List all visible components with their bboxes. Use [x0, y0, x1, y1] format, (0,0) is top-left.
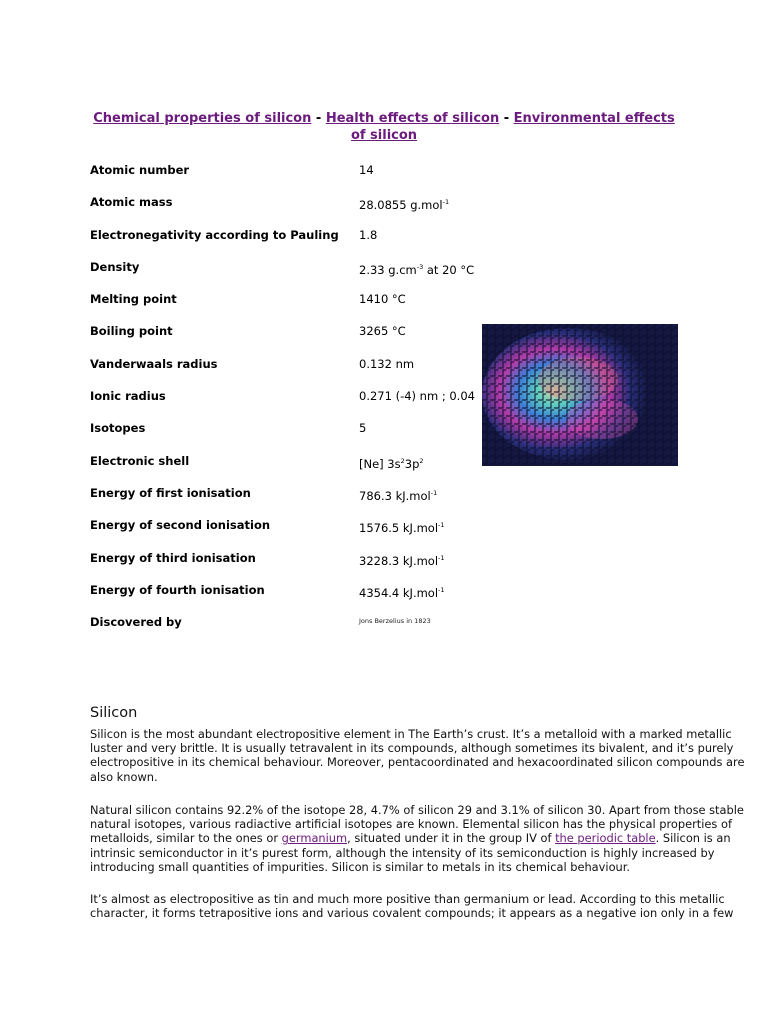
property-label: Boiling point	[90, 324, 173, 339]
property-value-text: 3265 °C	[359, 324, 406, 339]
property-row	[90, 159, 530, 191]
property-value	[359, 323, 406, 339]
property-label: Energy of fourth ionisation	[90, 582, 265, 597]
properties-table	[90, 159, 530, 643]
property-value	[359, 291, 406, 307]
paragraph-2-text: Natural silicon contains 92.2% of the isotope 28, 4.7% of silicon 29 and 3.1% of silicon 30. Apart from those stable natural isotopes, various radiactive artificial isotopes are known. Elemental silicon has the physical properties of metalloids, similar to the ones or	[90, 803, 744, 846]
property-value-exponent: -3	[416, 262, 424, 271]
property-label: Electronic shell	[90, 453, 190, 468]
property-value	[359, 453, 424, 472]
property-value	[359, 259, 474, 278]
paragraph-2-text: , situated under it in the group IV of	[347, 831, 556, 846]
property-label: Energy of first ionisation	[90, 485, 251, 500]
property-row	[90, 385, 530, 417]
property-label: Energy of second ionisation	[90, 518, 271, 533]
silicon-wafer-image	[482, 324, 678, 466]
property-row	[90, 191, 530, 223]
link-periodic-table[interactable]: the periodic table	[555, 831, 656, 846]
property-value-exponent: -1	[438, 553, 445, 562]
property-label: Atomic mass	[90, 195, 173, 210]
property-row	[90, 547, 530, 579]
property-value-text: 5	[359, 421, 367, 436]
section-title: Silicon	[90, 705, 138, 722]
property-label: Isotopes	[90, 421, 146, 436]
related-links	[90, 110, 678, 144]
property-value-exponent: -1	[438, 585, 445, 594]
link-separator: -	[311, 111, 326, 126]
property-value-text: [Ne] 3s	[359, 456, 401, 471]
link-chemical-properties[interactable]: Chemical properties of silicon	[93, 111, 312, 126]
property-value-exponent: 2	[419, 456, 424, 465]
property-row	[90, 224, 530, 256]
property-row	[90, 353, 530, 385]
property-value-text: 786.3 kJ.mol	[359, 488, 431, 503]
property-value	[359, 194, 449, 213]
property-value	[359, 485, 437, 504]
property-value	[359, 517, 445, 536]
property-row	[90, 611, 530, 643]
property-row	[90, 579, 530, 611]
property-label: Energy of third ionisation	[90, 550, 256, 565]
property-row	[90, 256, 530, 288]
property-row	[90, 288, 530, 320]
paragraph-2	[90, 803, 766, 874]
link-environmental-effects[interactable]: Environmental effects of silicon	[350, 111, 675, 143]
silicon-photo	[482, 324, 678, 466]
property-value-text: 28.0855 g.mol	[359, 198, 443, 213]
property-value-text: 1410 °C	[359, 292, 406, 307]
property-value	[359, 162, 374, 178]
property-value-suffix: 3p	[404, 456, 420, 471]
property-value-text: 4354.4 kJ.mol	[359, 585, 439, 600]
property-label: Electronegativity according to Pauling	[90, 227, 339, 242]
property-value-text: 14	[359, 163, 374, 177]
link-germanium[interactable]: germanium	[281, 831, 348, 846]
property-value-text: 2.33 g.cm	[359, 262, 417, 277]
link-separator: -	[499, 111, 514, 126]
property-label: Ionic radius	[90, 389, 166, 404]
property-value	[359, 420, 366, 436]
property-row	[90, 514, 530, 546]
property-value	[359, 227, 377, 243]
property-value-suffix: at 20 °C	[423, 262, 475, 277]
property-value	[359, 356, 414, 372]
property-value-text: 0.132 nm	[359, 356, 415, 371]
property-value-text: 1.8	[359, 227, 378, 242]
paragraph-3: It’s almost as electropositive as tin and much more positive than germanium or lead. According to this metallic character, it forms tetrapositive ions and various covalent compounds; it appears as a negative ion only in a few	[90, 892, 734, 921]
property-value-exponent: 2	[400, 456, 405, 465]
property-value-exponent: -1	[438, 521, 445, 530]
property-row	[90, 450, 530, 482]
property-value	[359, 388, 475, 404]
property-label: Atomic number	[90, 163, 190, 177]
link-health-effects[interactable]: Health effects of silicon	[325, 111, 500, 126]
property-value-text: 3228.3 kJ.mol	[359, 553, 439, 568]
property-value-exponent: -1	[442, 198, 450, 207]
property-value-exponent: -1	[430, 488, 438, 497]
property-row	[90, 482, 530, 514]
paragraph-1: Silicon is the most abundant electropositive element in The Earth’s crust. It’s a metalloid with a marked metallic luster and very brittle. It is usually tetravalent in its compounds, although sometimes its bivalent, and it’s purely electropositive in its chemical behaviour. Moreover, pentacoordinated and hexacoordinated silicon compounds are also known.	[90, 727, 745, 784]
property-row	[90, 320, 530, 352]
property-row	[90, 417, 530, 449]
property-value-text: Jons Berzelius in 1823	[359, 617, 431, 626]
paragraph-2-text: . Silicon is an intrinsic semiconductor in it’s purest form, although the intensity of its semiconduction is highly increased by introducing small quantities of impurities. Silicon is similar to metals in its chemical behaviour.	[90, 831, 731, 874]
property-label: Discovered by	[90, 615, 182, 630]
property-value	[359, 582, 445, 601]
property-label: Melting point	[90, 292, 177, 307]
property-label: Vanderwaals radius	[90, 356, 218, 371]
property-value	[359, 613, 431, 629]
property-label: Density	[90, 259, 140, 274]
property-value-text: 1576.5 kJ.mol	[359, 521, 439, 536]
property-value-text: 0.271 (-4) nm ; 0.04	[359, 389, 475, 404]
property-value	[359, 550, 445, 569]
